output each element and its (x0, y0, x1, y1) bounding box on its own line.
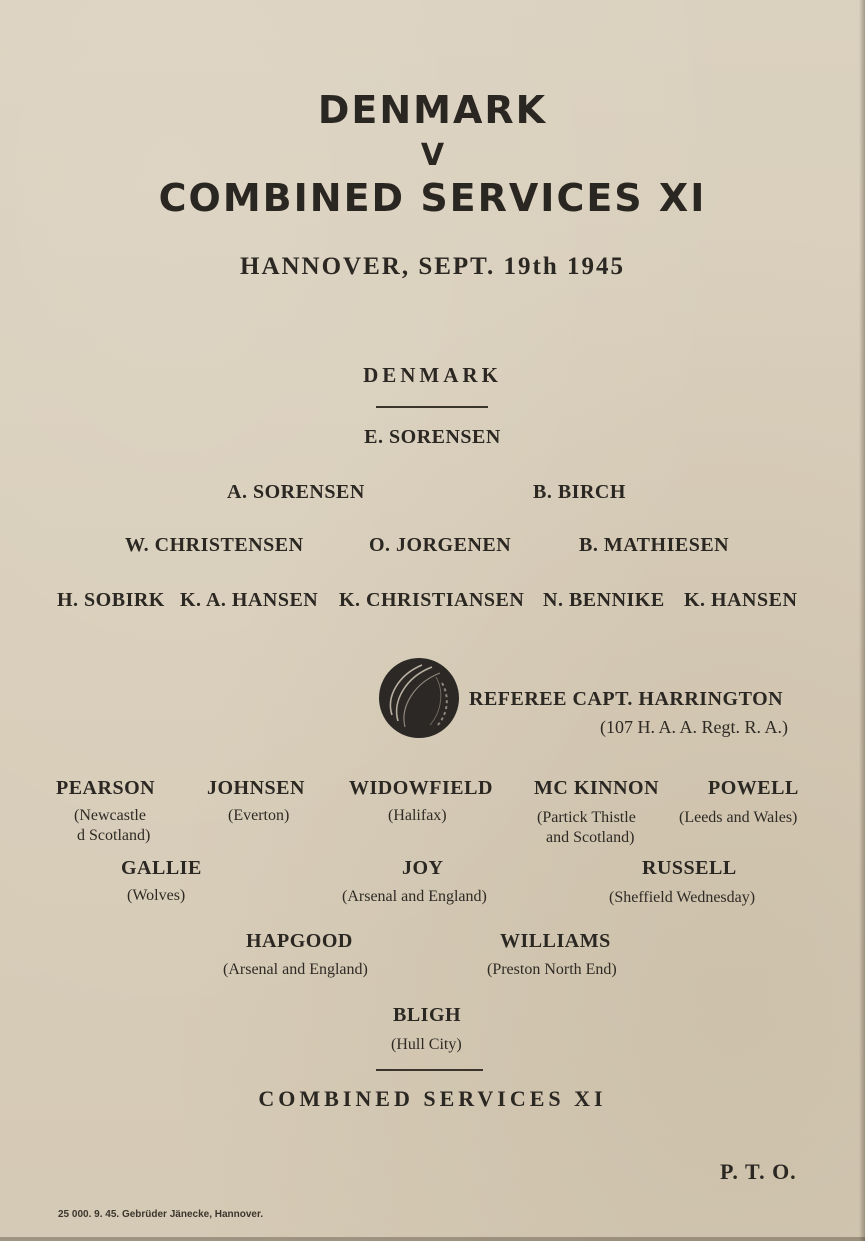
combined-heading-rule (376, 1069, 483, 1071)
combined-forward-3-club: (Halifax) (388, 807, 447, 824)
combined-heading: COMBINED SERVICES XI (258, 1086, 607, 1111)
combined-forward-1-club: (Newcastle (74, 807, 146, 824)
denmark-forward-1: H. SOBIRK (57, 589, 165, 611)
combined-back-1-name: HAPGOOD (246, 930, 353, 952)
combined-goalkeeper-name: BLIGH (393, 1004, 462, 1026)
venue-date: HANNOVER, SEPT. 19th 1945 (240, 253, 625, 280)
printer-imprint: 25 000. 9. 45. Gebrüder Jänecke, Hannover. (58, 1209, 264, 1220)
paper-edge-bottom (0, 1237, 865, 1241)
denmark-forward-3: K. CHRISTIANSEN (339, 589, 525, 611)
combined-halfback-3-name: RUSSELL (642, 857, 737, 879)
referee-regiment: (107 H. A. A. Regt. R. A.) (600, 717, 789, 737)
combined-halfback-1-name: GALLIE (121, 857, 202, 879)
denmark-halfback-centre: O. JORGENEN (369, 534, 512, 556)
please-turn-over: P. T. O. (720, 1159, 797, 1184)
title-denmark: DENMARK (317, 88, 548, 132)
combined-halfback-3-club: (Sheffield Wednesday) (609, 889, 756, 906)
denmark-forward-4: N. BENNIKE (543, 589, 665, 611)
combined-forward-4-name: MC KINNON (534, 777, 660, 799)
combined-goalkeeper-club: (Hull City) (391, 1036, 462, 1053)
combined-forward-5-club: (Leeds and Wales) (679, 809, 798, 826)
combined-forward-1-name: PEARSON (56, 777, 156, 799)
denmark-forward-2: K. A. HANSEN (180, 589, 319, 611)
combined-forward-2-name: JOHNSEN (207, 777, 305, 799)
combined-forward-1-club-line2: d Scotland) (77, 827, 151, 844)
combined-halfback-2-club: (Arsenal and England) (342, 888, 487, 905)
denmark-heading: DENMARK (363, 363, 502, 387)
denmark-heading-rule (376, 406, 488, 408)
football-icon (378, 657, 460, 739)
denmark-halfback-left: W. CHRISTENSEN (125, 534, 304, 556)
combined-halfback-2-name: JOY (402, 857, 444, 879)
combined-halfback-1-club: (Wolves) (127, 887, 186, 904)
combined-forward-2-club: (Everton) (228, 807, 290, 824)
denmark-goalkeeper: E. SORENSEN (364, 426, 501, 448)
referee-name: REFEREE CAPT. HARRINGTON (469, 688, 784, 710)
denmark-forward-5: K. HANSEN (684, 589, 798, 611)
title-versus: V (420, 138, 445, 173)
combined-back-2-name: WILLIAMS (500, 930, 611, 952)
combined-back-2-club: (Preston North End) (487, 961, 617, 978)
combined-forward-3-name: WIDOWFIELD (349, 777, 493, 799)
denmark-back-right: B. BIRCH (533, 481, 626, 503)
combined-forward-4-club: (Partick Thistle (537, 809, 636, 826)
combined-forward-5-name: POWELL (708, 777, 799, 799)
denmark-back-left: A. SORENSEN (227, 481, 365, 503)
combined-back-1-club: (Arsenal and England) (223, 961, 368, 978)
denmark-halfback-right: B. MATHIESEN (579, 534, 730, 556)
title-combined-services: COMBINED SERVICES XI (158, 176, 707, 220)
combined-forward-4-club-line2: and Scotland) (546, 829, 635, 846)
